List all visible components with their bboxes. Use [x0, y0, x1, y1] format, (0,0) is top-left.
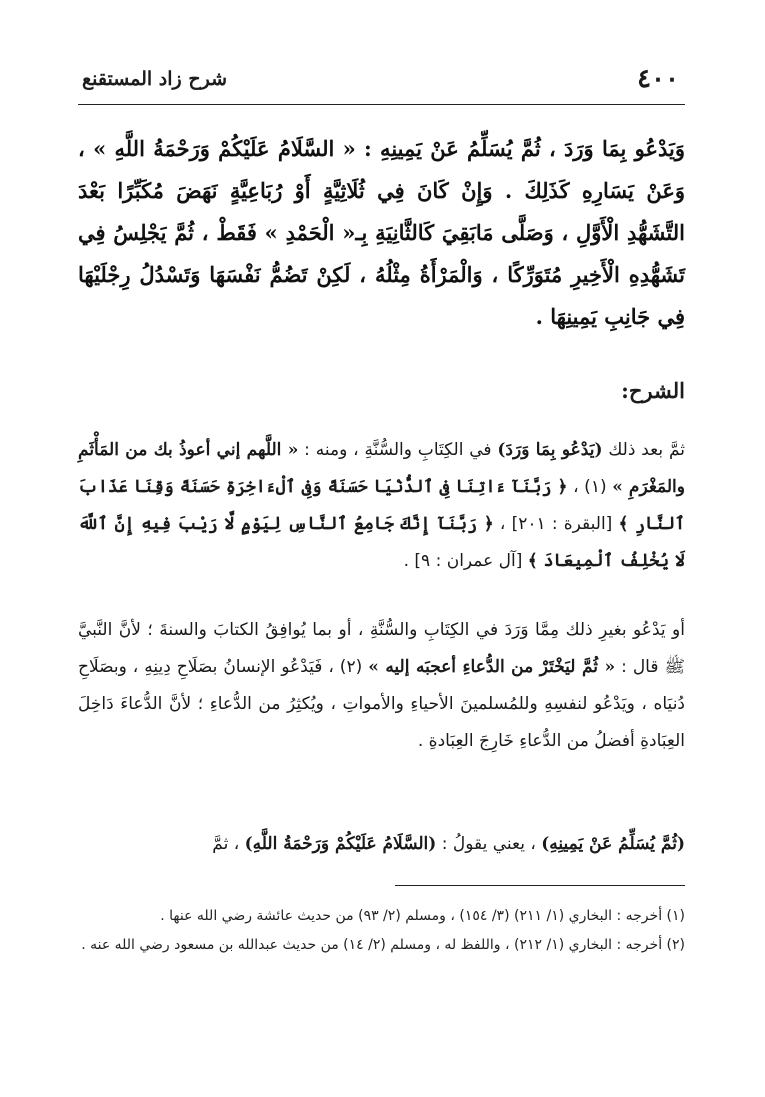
text-run: في الكِتَابِ والسُّنَّةِ ، ومنه :: [298, 440, 498, 460]
sharh-heading: الشرح:: [621, 378, 685, 403]
quoted-matn: (يَدْعُو بِمَا وَرَدَ): [497, 440, 603, 460]
hadith-quote: « اللَّهم إني أعوذُ بك من المَأْثَمِ والمَغْرَمِ »: [78, 440, 685, 497]
footnote-1: (١) أخرجه : البخاري (١/ ٢١١) (٣/ ١٥٤) ، ومسلم (٢/ ٩٣) من حديث عائشة رضي الله عنها .: [160, 908, 685, 924]
running-header: [78, 58, 685, 105]
footnote-ref: (١) ،: [567, 477, 613, 497]
text-run: ، ثمَّ: [212, 834, 245, 854]
text-run: (٢) ، فَيَدْعُو الإنسانُ بصَلَاحِ دِينِهِ ، وبصَلَاحِ دُنيَاه ، ويَدْعُو لنفسِهِ وللمُسلمينَ الأحياءِ والأمواتِ ، ويُكثِرُ من الدُّعاءِ ؛ لأنَّ الدُّعاءَ دَاخِلَ العِبَادةِ أفضلُ من الدُّعاءِ خَارِجَ العِبَادةِ .: [78, 657, 685, 751]
matn-text: وَيَدْعُو بِمَا وَرَدَ ، ثُمَّ يُسَلِّمُ عَنْ يَمِينِهِ : « السَّلَامُ عَلَيْكُمْ وَرَحْمَةُ اللَّهِ » ، وَعَنْ يَسَارِهِ كَذَلِكَ . وَإِنْ كَانَ فِي ثُلَاثِيَّةٍ أَوْ رُبَاعِيَّةٍ نَهَضَ مُكَبِّرًا بَعْدَ التَّشَهُّدِ الْأَوَّلِ ، وَصَلَّى مَابَقِيَ كَالثَّانِيَةِ بِـ« الْحَمْدِ » فَقَطْ ، ثُمَّ يَجْلِسُ فِي تَشَهُّدِهِ الْأَخِيرِ مُتَوَرِّكًا ، وَالْمَرْأَةُ مِثْلُهُ ، لَكِنْ تَضُمُّ نَفْسَهَا وَتَسْدُلُ رِجْلَيْهَا فِي جَانِبِ يَمِينِهَا .: [78, 136, 685, 329]
footnotes: [78, 902, 685, 960]
book-title: شرح زاد المستقنع: [82, 68, 228, 90]
text-run: ، يعني يقولُ :: [436, 834, 542, 854]
footnote-2: (٢) أخرجه : البخاري (١/ ٢١٢) ، واللفظ له ، ومسلم (٢/ ١٤) من حديث عبدالله بن مسعود رضي الله عنه .: [81, 937, 685, 953]
quran-verse: ﴿ رَبَّنَآ ءَاتِنَا فِى ٱلدُّنْيَا حَسَنَةً وَفِى ٱلْءَاخِرَةِ حَسَنَةً وَقِنَا عَذَابَ ٱلنَّارِ ﴾: [78, 477, 685, 534]
sharh-paragraph-2: [78, 612, 685, 760]
verse-citation: [آل عمران : ٩] .: [403, 551, 528, 571]
verse-citation: [البقرة : ٢٠١] ،: [493, 514, 619, 534]
text-run: أو يَدْعُو بغيرِ ذلك مِمَّا وَرَدَ في الكِتَابِ والسُّنَّةِ ، أو بما يُوافِقُ الكتابَ والسنةَ ؛ لأنَّ النَّبيَّ ﷺ قال :: [78, 620, 685, 677]
sharh-paragraph-1: [78, 432, 685, 580]
footnote-divider: [395, 885, 685, 886]
quoted-matn: (السَّلَامُ عَلَيْكُمْ وَرَحْمَةُ اللَّهِ): [244, 834, 437, 854]
sharh-paragraph-3: [78, 826, 685, 863]
quoted-matn: (ثُمَّ يُسَلِّمُ عَنْ يَمِينِهِ): [541, 834, 685, 854]
page-number: ٤٠٠: [637, 64, 679, 94]
text-run: ثمَّ بعد ذلك: [602, 440, 685, 460]
quran-verse: ﴿ رَبَّنَآ إِنَّكَ جَامِعُ ٱلنَّاسِ لِيَوْمٍ لَّا رَيْبَ فِيهِ إِنَّ ٱللَّهَ لَا يُخْلِفُ ٱلْمِيعَادَ ﴾: [78, 514, 685, 571]
hadith-quote: « ثُمَّ ليَخْتَرْ من الدُّعاءِ أعجبَه إليه »: [368, 657, 616, 677]
